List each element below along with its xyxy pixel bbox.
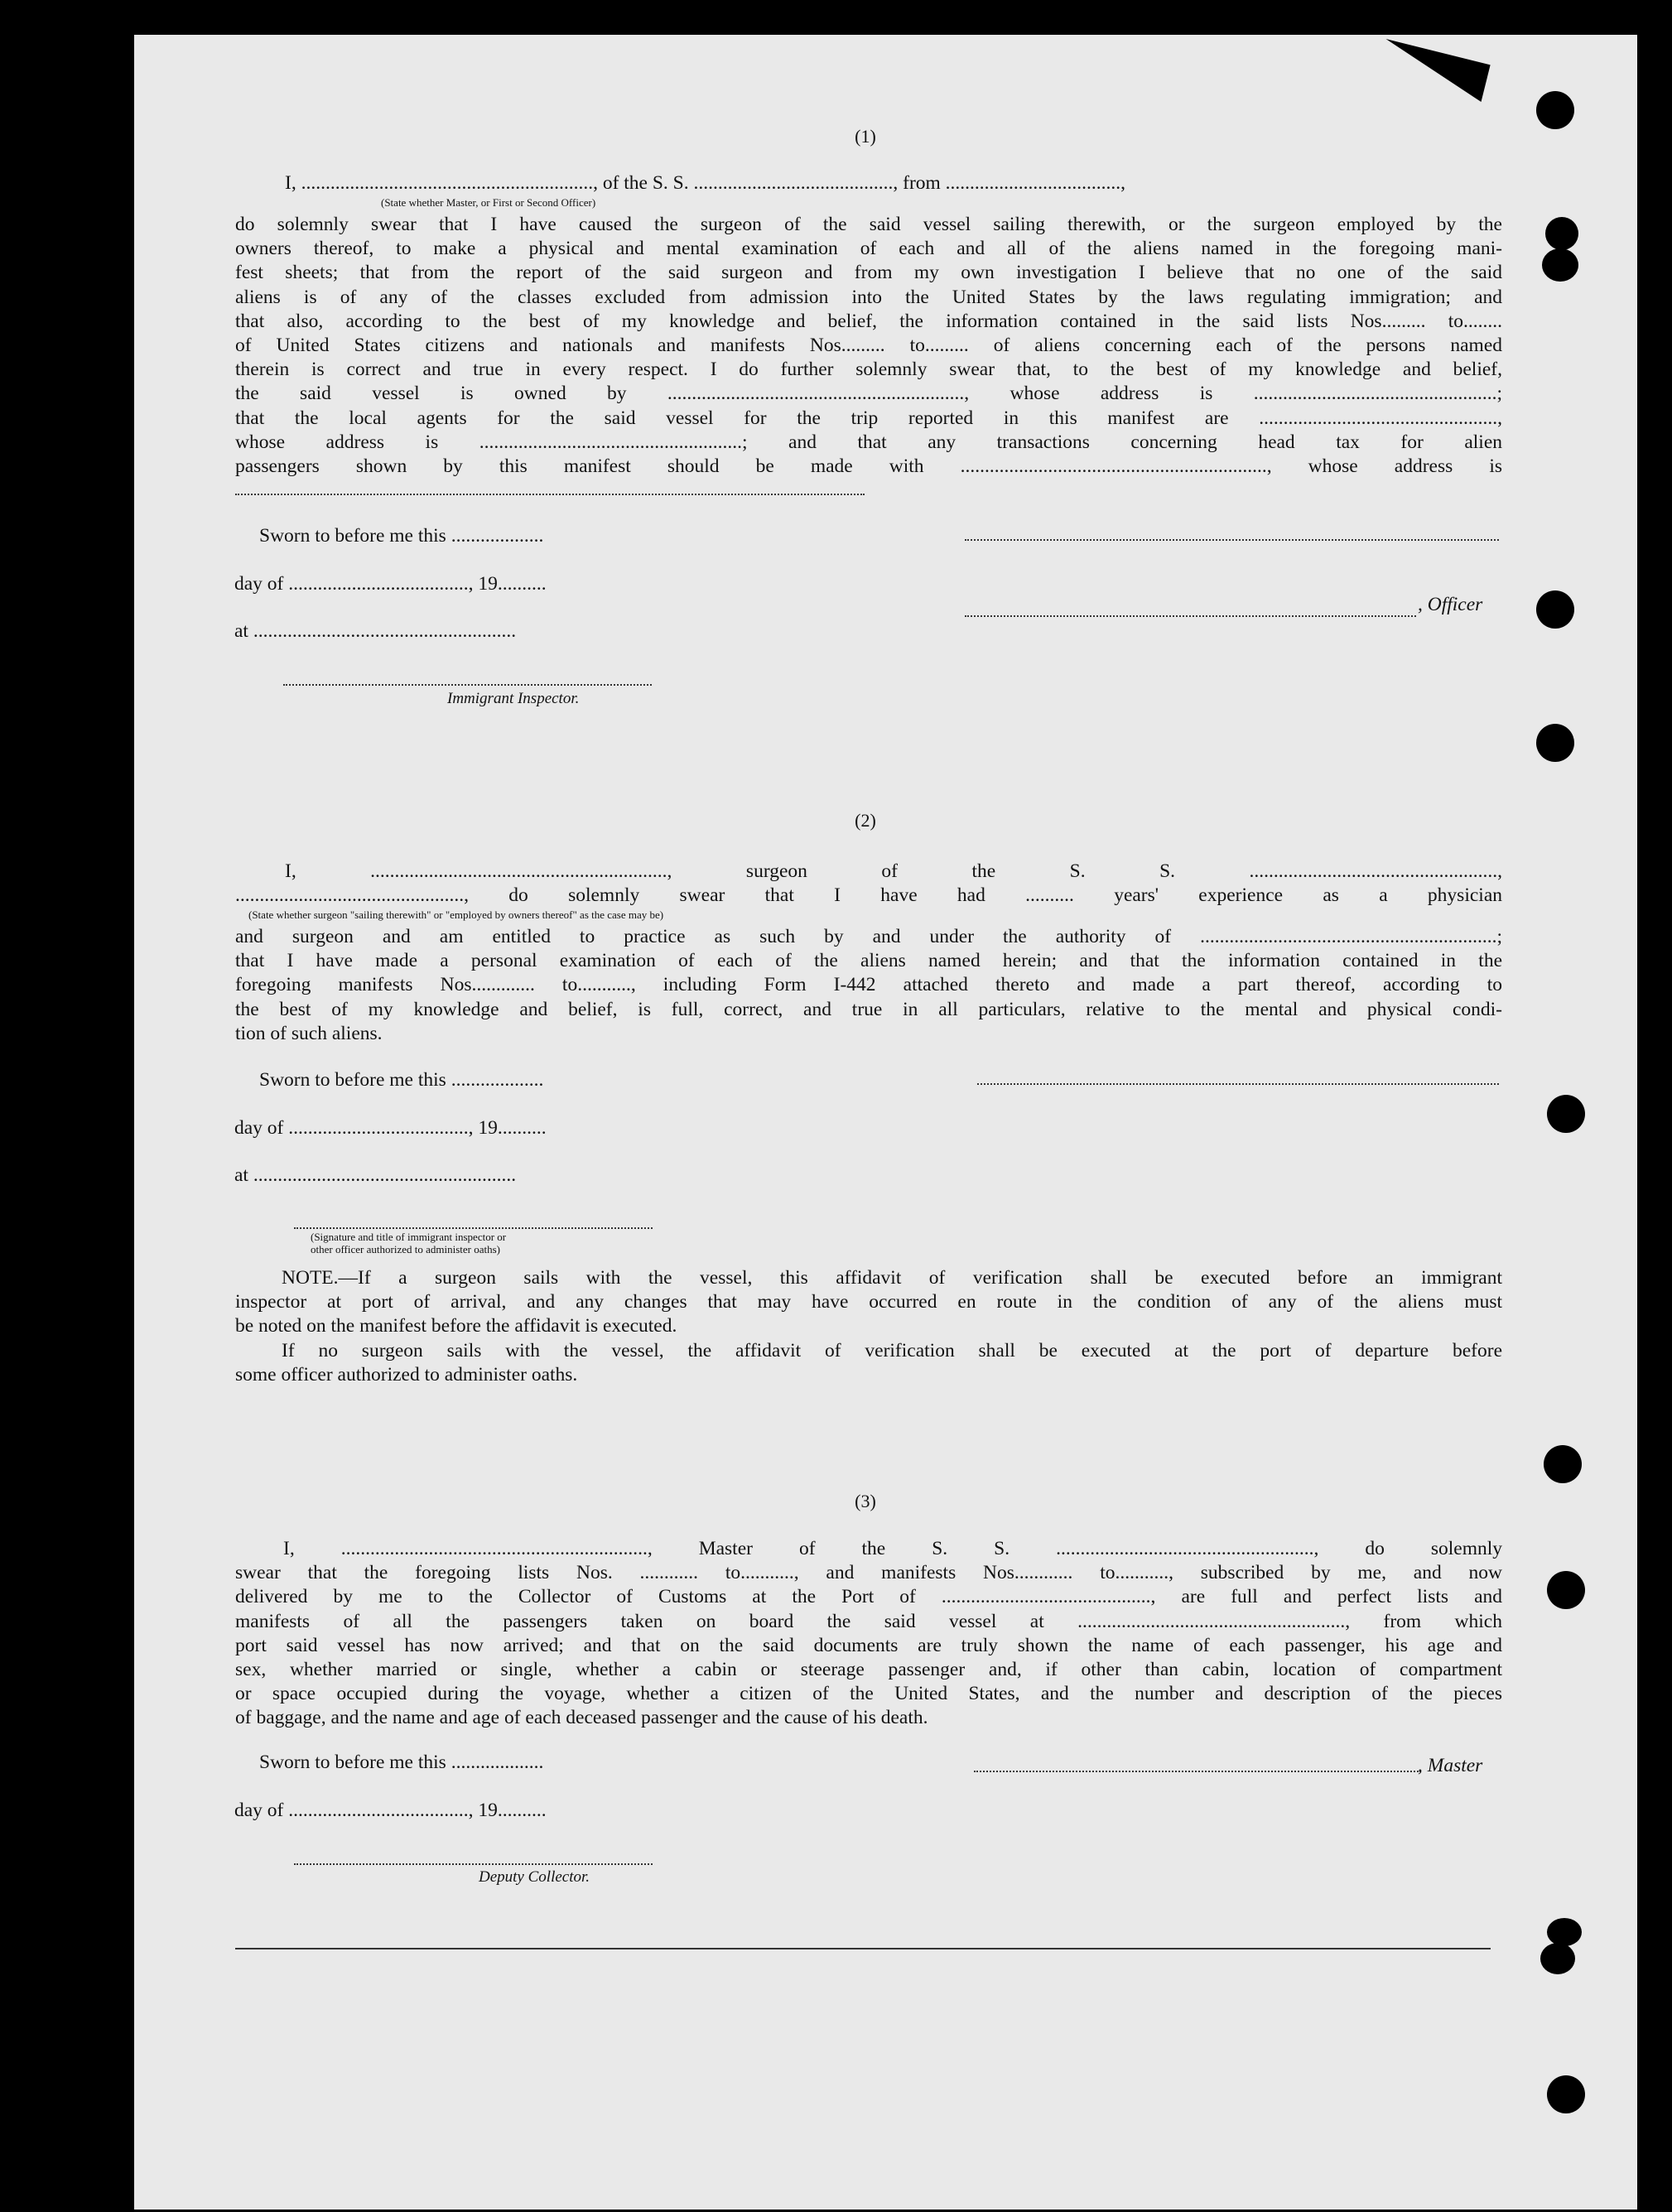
section-3-master-signature-line [974, 1771, 1421, 1772]
section-2-note-paragraph [235, 1266, 1502, 1387]
section-3-collector-signature-line [294, 1863, 653, 1865]
section-3-day: day of ....................................., 19.......... [234, 1800, 547, 1821]
section-1-inspector-label: Immigrant Inspector. [447, 690, 580, 707]
section-1-line: of United States citizens and nationals and manifests Nos......... to......... of aliens concerning each of the persons named [235, 335, 1502, 357]
section-3-collector-label: Deputy Collector. [479, 1868, 590, 1886]
section-2-day: day of ....................................., 19.......... [234, 1117, 547, 1139]
section-2-line: and surgeon and am entitled to practice as such by and under the authority of .............................................................; [235, 926, 1502, 947]
section-3-line: sex, whether married or single, whether a cabin or steerage passenger and, if other than cabin, location of compartment [235, 1659, 1502, 1681]
section-1-line: whose address is ......................................................; and that any transactions concerning head tax for alien [235, 431, 1502, 453]
punch-hole [1547, 1918, 1582, 1946]
section-2-line: that I have made a personal examination of each of the aliens named herein; and that the information contained in the [235, 950, 1502, 972]
section-1-line: that also, according to the best of my knowledge and belief, the information contained in the said lists Nos......... to........ [235, 310, 1502, 332]
punch-hole [1536, 724, 1574, 762]
section-1-line: the said vessel is owned by ............................................................., whose address is ..................................................; [235, 383, 1502, 405]
punch-hole [1540, 1943, 1575, 1974]
section-3-line: delivered by me to the Collector of Customs at the Port of ..........................................., are full and perfect lists and [235, 1586, 1502, 1608]
section-2-inspector-signature-line [294, 1227, 653, 1229]
section-1-oath-note: (State whether Master, or First or Second Officer) [381, 196, 596, 209]
section-2-line: foregoing manifests Nos............. to..........., including Form I-442 attached thereto and made a part thereof, according to [235, 974, 1502, 996]
section-1-line: fest sheets; that from the report of the said surgeon and from my own investigation I believe that no one of the said [235, 262, 1502, 284]
section-1-line: do solemnly swear that I have caused the surgeon of the said vessel sailing therewith, or the surgeon employed by the [235, 214, 1502, 235]
bottom-rule [235, 1948, 1491, 1949]
section-1-body [235, 213, 1502, 479]
section-1-day: day of ....................................., 19.......... [234, 573, 547, 595]
section-3-line: port said vessel has now arrived; and that on the said documents are truly shown the name of each passenger, his age and [235, 1634, 1502, 1656]
section-2-sig-note-1: (Signature and title of immigrant inspector or [311, 1231, 507, 1243]
section-1-officer-label: , Officer [1418, 594, 1483, 615]
punch-hole [1536, 91, 1574, 129]
section-1-line: that the local agents for the said vessel for the trip reported in this manifest are ................................................., [235, 407, 1502, 429]
section-2-line-1: I, ............................................................., surgeon of the S. S. ..................................................., [285, 860, 1502, 882]
section-1-line: owners thereof, to make a physical and mental examination of each and all of the aliens named in the foregoing mani- [235, 238, 1502, 260]
section-1-continuation-line [235, 494, 865, 495]
section-2-line: tion of such aliens. [235, 1022, 383, 1044]
section-2-header [235, 860, 1502, 908]
section-3-sworn: Sworn to before me this ................... [259, 1752, 544, 1773]
note-line: inspector at port of arrival, and any changes that may have occurred en route in the condition of any of the aliens must [235, 1291, 1502, 1313]
punch-hole [1547, 1095, 1585, 1133]
section-2-heading: (2) [855, 810, 876, 831]
section-3-line: swear that the foregoing lists Nos. ............ to..........., and manifests Nos............ to..........., subscribed by me, and now [235, 1562, 1502, 1584]
section-3-body [235, 1537, 1502, 1731]
punch-hole [1547, 1571, 1585, 1609]
section-1-officer-name-line [965, 615, 1416, 617]
section-3-line: or space occupied during the voyage, whether a citizen of the United States, and the number and description of the pieces [235, 1683, 1502, 1705]
section-1-line: passengers shown by this manifest should be made with ..............................................................., whose address is [235, 455, 1502, 478]
section-2-note: (State whether surgeon "sailing therewith" or "employed by owners thereof" as the case may be) [248, 908, 664, 921]
section-2-line-2: ..............................................., do solemnly swear that I have had .......... years' experience as a physician [235, 884, 1502, 907]
section-3-line: of baggage, and the name and age of each deceased passenger and the cause of his death. [235, 1707, 928, 1729]
section-2-body [235, 925, 1502, 1046]
section-2-officer-signature-line [977, 1083, 1499, 1085]
section-2-line: the best of my knowledge and belief, is full, correct, and true in all particulars, relative to the mental and physical condi- [235, 998, 1502, 1020]
punch-hole [1536, 590, 1574, 629]
note-line: If no surgeon sails with the vessel, the affidavit of verification shall be executed at the port of departure before [282, 1339, 1502, 1361]
section-1-inspector-signature-line [283, 684, 652, 686]
section-3-line: manifests of all the passengers taken on board the said vessel at ......................................................., from which [235, 1610, 1502, 1632]
section-2-at: at ...................................................... [234, 1164, 517, 1186]
note-line: be noted on the manifest before the affidavit is executed. [235, 1315, 677, 1337]
section-2-sworn: Sworn to before me this ................... [259, 1069, 544, 1091]
section-1-line: aliens is of any of the classes excluded from admission into the United States by the laws regulating immigration; and [235, 286, 1502, 308]
section-3-master-label: , Master [1418, 1755, 1483, 1776]
section-3-line: I, ..............................................................., Master of the S. S. ....................................................., do solemnly [283, 1538, 1502, 1559]
section-1-oath-line: I, ............................................................, of the S. S. ........................................., from ...................................., [285, 172, 1126, 194]
punch-hole [1544, 1445, 1582, 1483]
section-3-heading: (3) [855, 1491, 876, 1511]
section-2-sig-note-2: other officer authorized to administer oaths) [311, 1243, 500, 1255]
punch-hole [1547, 2075, 1585, 2113]
note-line: some officer authorized to administer oaths. [235, 1363, 578, 1386]
punch-hole [1542, 248, 1578, 282]
section-1-sworn: Sworn to before me this ................... [259, 525, 544, 547]
section-1-heading: (1) [855, 126, 876, 147]
section-1-line: therein is correct and true in every respect. I do further solemnly swear that, to the best of my knowledge and belief, [235, 359, 1502, 381]
punch-hole [1545, 217, 1578, 250]
note-line: NOTE.—If a surgeon sails with the vessel, this affidavit of verification shall be executed before an immigrant [282, 1267, 1502, 1289]
section-1-officer-signature-line [965, 539, 1499, 541]
section-1-at: at ...................................................... [234, 620, 517, 642]
